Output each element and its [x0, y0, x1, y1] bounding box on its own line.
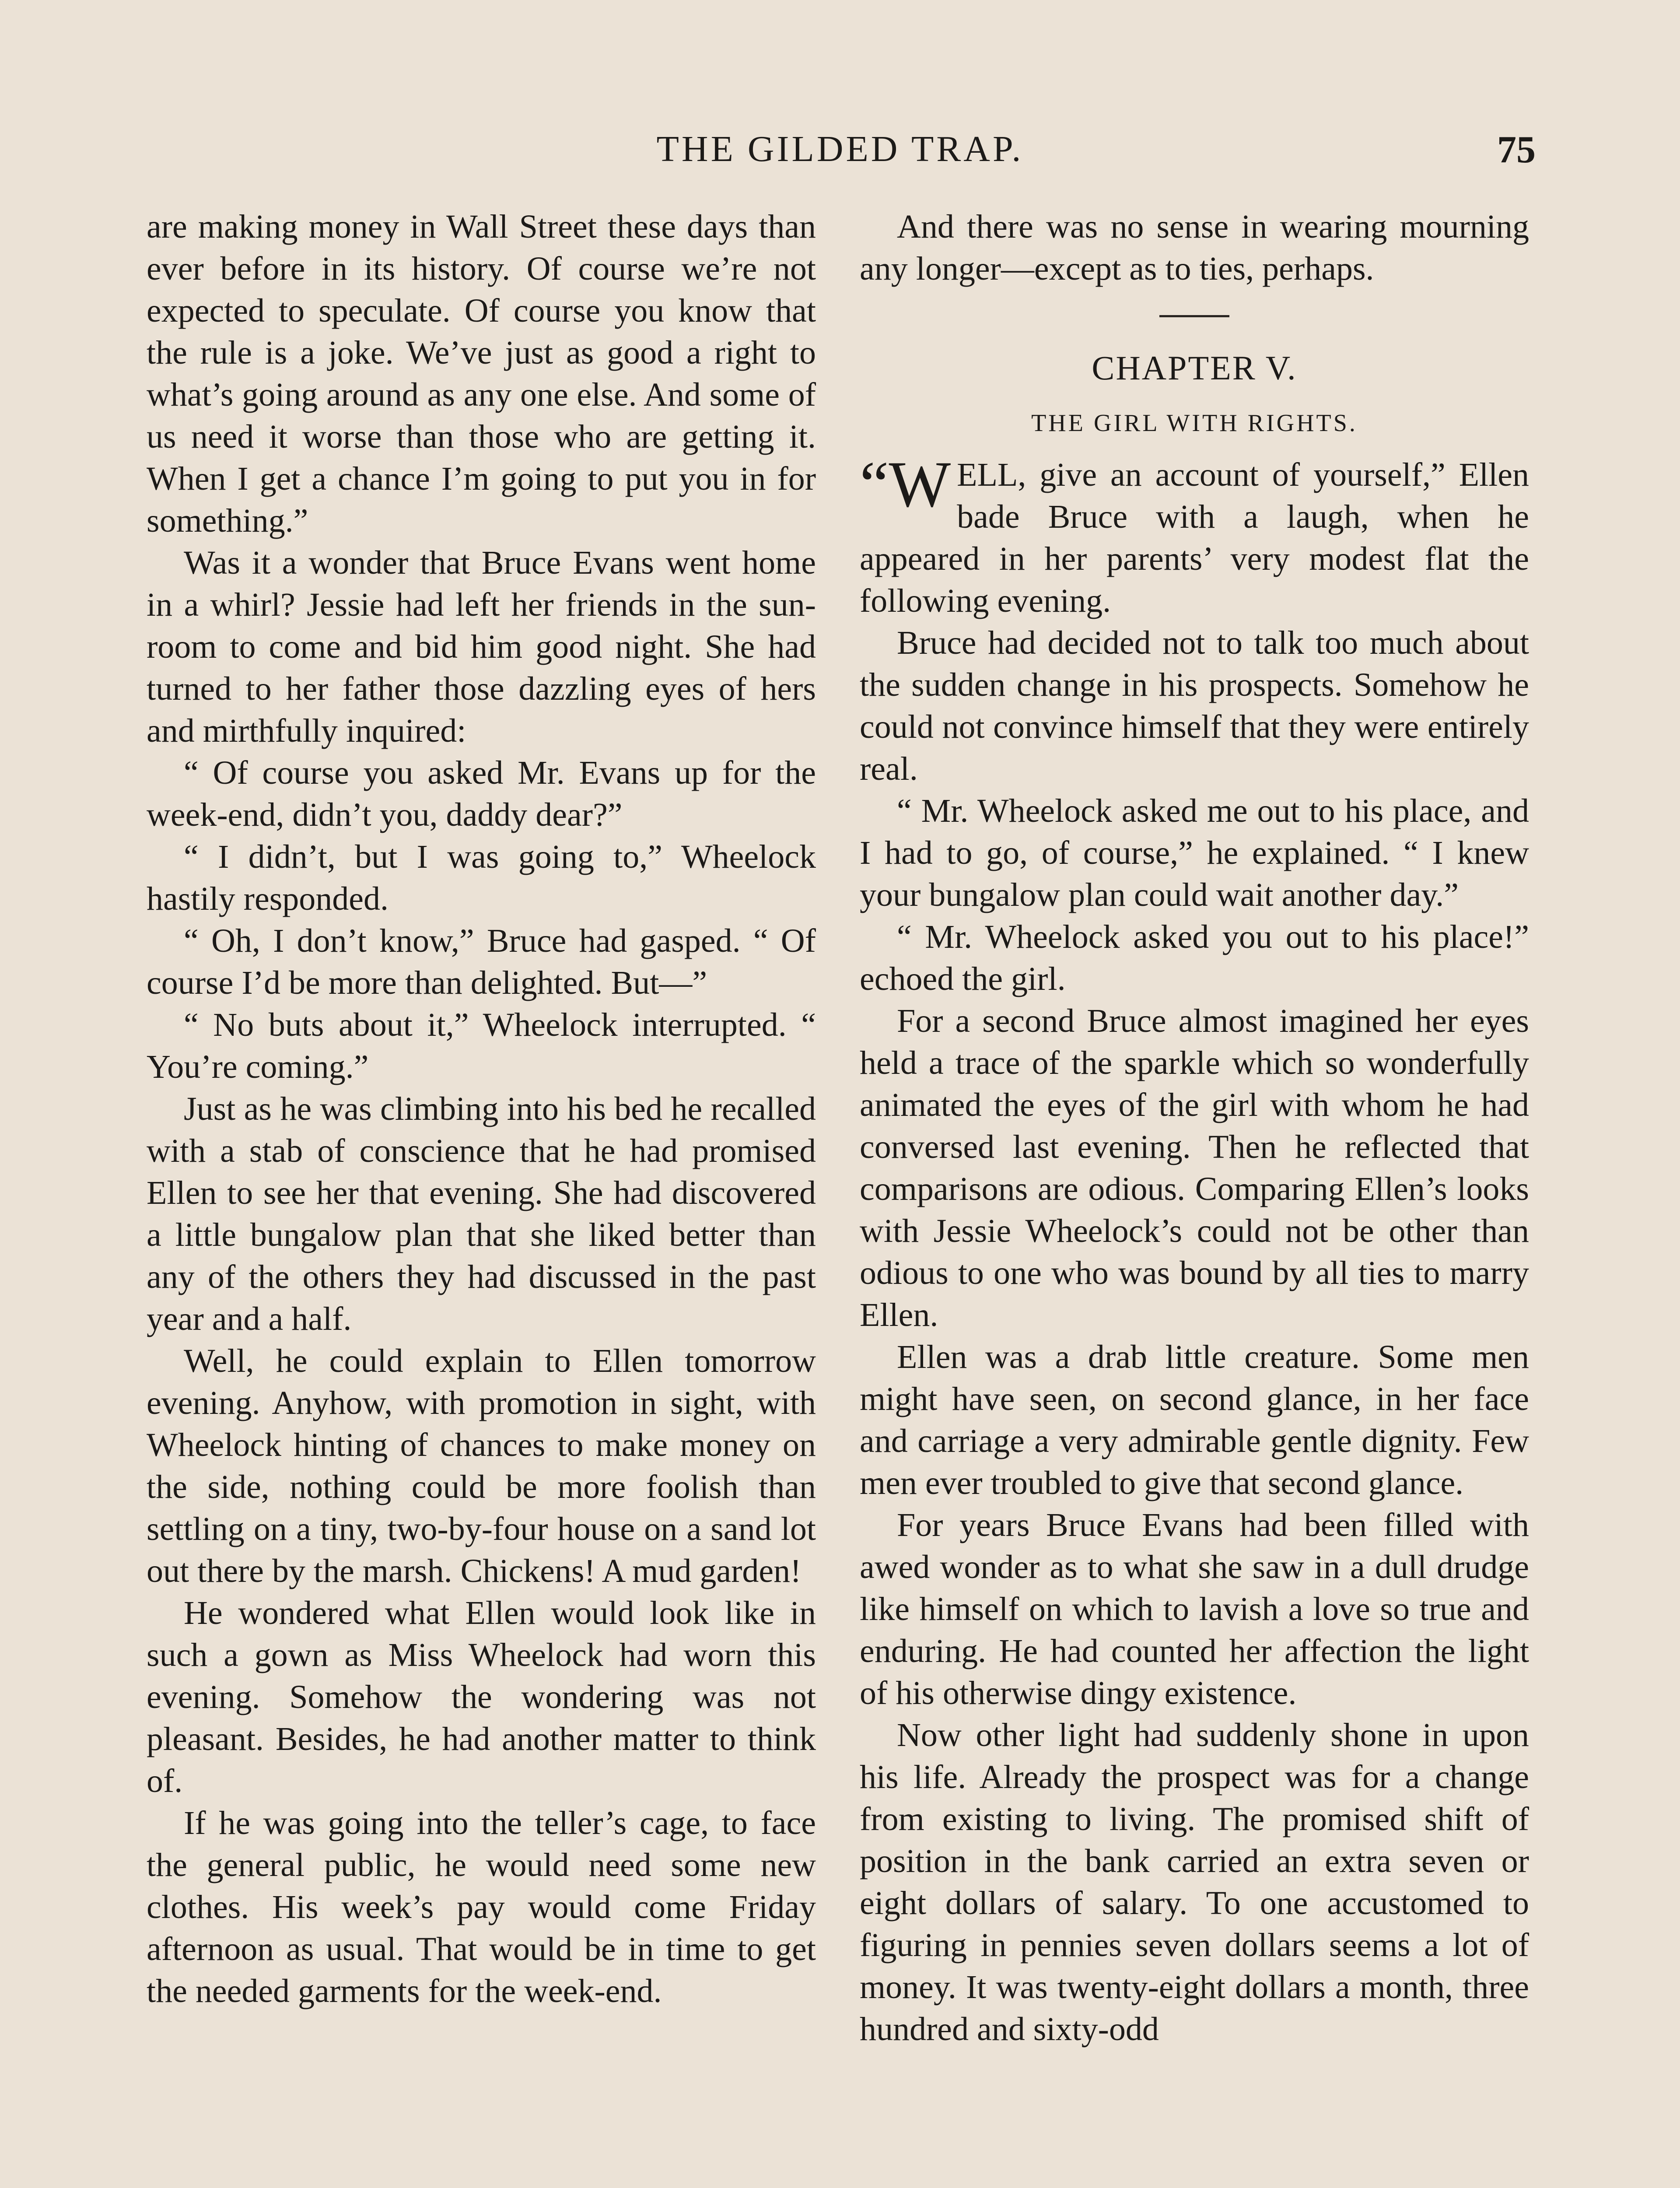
page-header — [144, 128, 1536, 176]
paragraph: Was it a wonder that Bruce Evans went home in a whirl? Jessie had left her friends in the sun-room to come and bid him good night. She had turned to her father those dazzling eyes of hers and mirthfully inquired: — [147, 544, 816, 749]
paragraph: Bruce had decided not to talk too much about the sudden change in his prospects. Somehow he could not convince himself that they were entirely real. — [860, 624, 1529, 787]
drop-cap — [860, 448, 951, 521]
section-divider — [1159, 315, 1229, 317]
left-column — [147, 206, 816, 2012]
paragraph: He wondered what Ellen would look like in such a gown as Miss Wheelock had worn this evening. Somehow the wondering was not pleasant. Besides, he had another matter to think of. — [147, 1595, 816, 1799]
paragraph: are making money in Wall Street these days than ever before in its history. Of course we’re not expected to speculate. Of course you know that the rule is a joke. We’ve just as good a right to what’s going around as any one else. And some of us need it worse than those who are getting it. When I get a chance I’m going to put you in for something.” — [147, 208, 816, 539]
paragraph: Well, he could explain to Ellen tomorrow evening. Anyhow, with promotion in sight, with Wheelock hinting of chances to make money on the side, nothing could be more foolish than settling on a tiny, two-by-four house on a sand lot out there by the marsh. Chickens! A mud garden! — [147, 1343, 816, 1589]
paragraph: “ Oh, I don’t know,” Bruce had gasped. “ Of course I’d be more than delighted. But—” — [147, 922, 816, 1001]
page-number: 75 — [1497, 129, 1536, 171]
drop-cap-quote: “ — [860, 448, 889, 521]
paragraph: “ I didn’t, but I was going to,” Wheelock hastily responded. — [147, 838, 816, 917]
paragraph: And there was no sense in wearing mourning any longer—except as to ties, perhaps. — [860, 208, 1529, 287]
chapter-opening-paragraph — [860, 448, 1529, 622]
paragraph: “ Mr. Wheelock asked you out to his place!” echoed the girl. — [860, 919, 1529, 997]
paragraph: Now other light had suddenly shone in upon his life. Already the prospect was for a change from existing to living. The promised shift of position in the bank carried an extra seven or eight dollars of salary. To one accustomed to figuring in pennies seven dollars seems a lot of money. It was twenty-eight dollars a month, three hundred and sixty-odd — [860, 1717, 1529, 2048]
paragraph: “ Of course you asked Mr. Evans up for the week-end, didn’t you, daddy dear?” — [147, 754, 816, 833]
paragraph: Just as he was climbing into his bed he recalled with a stab of conscience that he had promised Ellen to see her that evening. She had discovered a little bungalow plan that she liked better than any of the others they had discussed in the past year and a half. — [147, 1090, 816, 1337]
chapter-title: CHAPTER V. — [1092, 349, 1297, 387]
chapter-subtitle: THE GIRL WITH RIGHTS. — [1031, 410, 1358, 437]
paragraph: Ellen was a drab little creature. Some men might have seen, on second glance, in her face and carriage a very admirable gentle dignity. Few men ever troubled to give that second glance. — [860, 1339, 1529, 1501]
right-column — [860, 206, 1529, 2050]
paragraph: If he was going into the teller’s cage, to face the general public, he would need some new clothes. His week’s pay would come Friday afternoon as usual. That would be in time to get the needed garments for the week-end. — [147, 1805, 816, 2009]
paragraph: For a second Bruce almost imagined her eyes held a trace of the sparkle which so wonderfully animated the eyes of the girl with whom he had conversed last evening. Then he reflected that comparisons are odious. Comparing Ellen’s looks with Jessie Wheelock’s could not be other than odious to one who was bound by all ties to marry Ellen. — [860, 1003, 1529, 1333]
paragraph: “ Mr. Wheelock asked me out to his place, and I had to go, of course,” he explained. “ I knew your bungalow plan could wait another day.” — [860, 792, 1529, 913]
running-title: THE GILDED TRAP. — [656, 129, 1024, 169]
chapter-opening-text: ELL, give an account of yourself,” Ellen bade Bruce with a laugh, when he appeared in her parents’ very modest flat the following evening. — [860, 456, 1529, 619]
paragraph: “ No buts about it,” Wheelock interrupted. “ You’re coming.” — [147, 1006, 816, 1085]
drop-cap-letter: W — [889, 448, 951, 521]
paragraph: For years Bruce Evans had been filled with awed wonder as to what she saw in a dull drudge like himself on which to lavish a love so true and enduring. He had counted her affection the light of his otherwise dingy existence. — [860, 1507, 1529, 1711]
